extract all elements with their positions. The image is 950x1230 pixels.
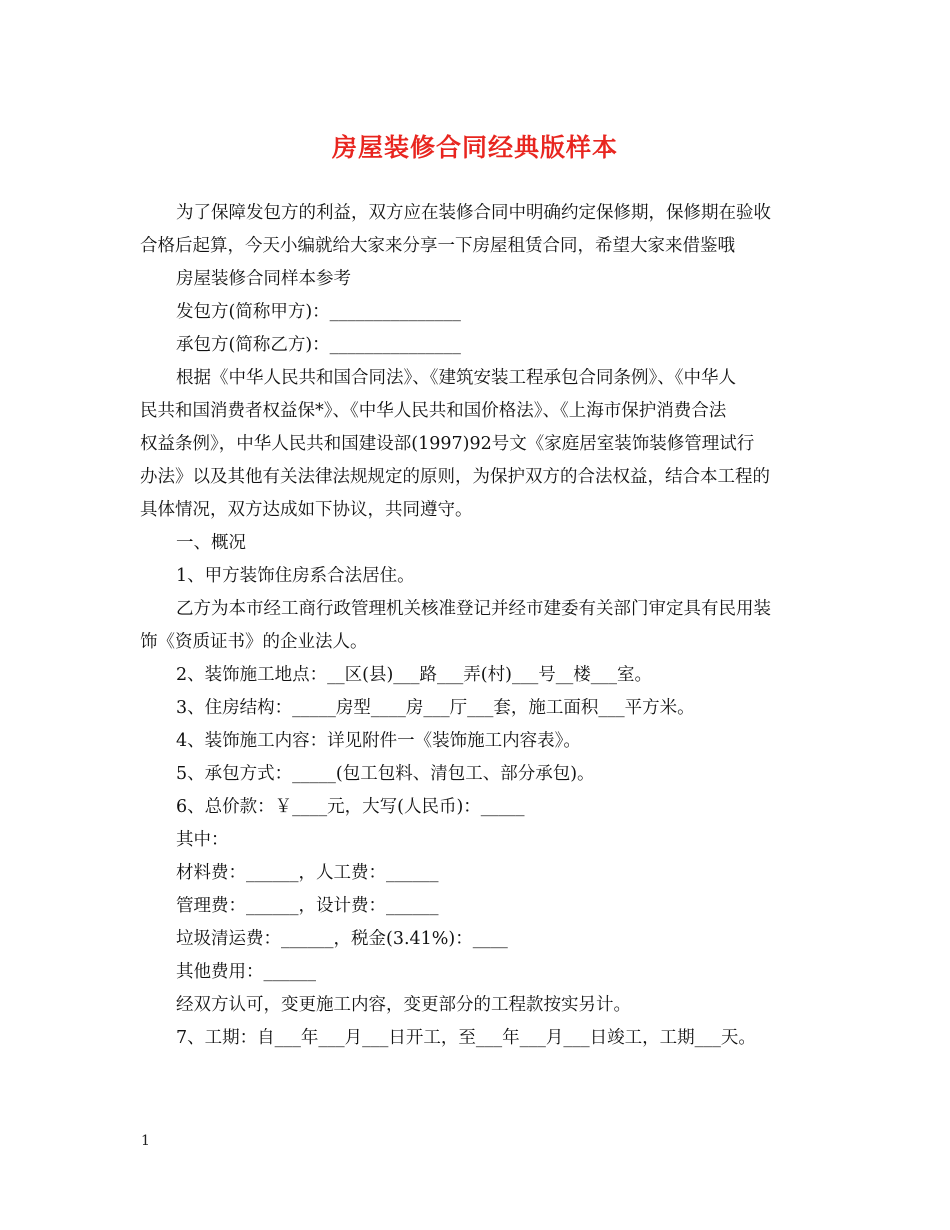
paragraph-line: 5、承包方式：_____(包工包料、清包工、部分承包)。: [176, 764, 595, 784]
paragraph-line: 办法》以及其他有关法律法规规定的原则，为保护双方的合法权益，结合本工程的: [140, 467, 770, 487]
paragraph-line: 根据《中华人民共和国合同法》、《建筑安装工程承包合同条例》、《中华人: [176, 368, 736, 388]
paragraph-line: 权益条例》，中华人民共和国建设部(1997)92号文《家庭居室装饰装修管理试行: [140, 434, 755, 454]
paragraph-line: 承包方(简称乙方)：_______________: [176, 335, 461, 355]
paragraph-line: 材料费：______，人工费：______: [176, 863, 439, 883]
paragraph-line: 经双方认可，变更施工内容，变更部分的工程款按实另计。: [176, 995, 631, 1015]
paragraph-line: 民共和国消费者权益保*》、《中华人民共和国价格法》、《上海市保护消费合法: [140, 401, 727, 421]
paragraph-line: 饰《资质证书》的企业法人。: [140, 632, 368, 652]
paragraph-line: 垃圾清运费：______，税金(3.41%)：____: [176, 929, 508, 949]
paragraph-line: 其中：: [176, 830, 229, 850]
paragraph-line: 合格后起算，今天小编就给大家来分享一下房屋租赁合同，希望大家来借鉴哦: [140, 236, 735, 256]
paragraph-line: 具体情况，双方达成如下协议，共同遵守。: [140, 500, 473, 520]
document-title: 房屋装修合同经典版样本: [331, 133, 618, 162]
paragraph-line: 房屋装修合同样本参考: [176, 269, 351, 289]
paragraph-line: 2、装饰施工地点：__区(县)___路___弄(村)___号__楼___室。: [176, 665, 652, 685]
paragraph-line: 管理费：______，设计费：______: [176, 896, 439, 916]
paragraph-line: 1、甲方装饰住房系合法居住。: [176, 566, 415, 586]
section-heading: 一、概况: [176, 533, 246, 553]
paragraph-line: 发包方(简称甲方)：_______________: [176, 302, 461, 322]
paragraph-line: 其他费用：______: [176, 962, 316, 982]
paragraph-line: 乙方为本市经工商行政管理机关核准登记并经市建委有关部门审定具有民用装: [176, 599, 771, 619]
paragraph-line: 4、装饰施工内容：详见附件一《装饰施工内容表》。: [176, 731, 581, 751]
paragraph-line: 6、总价款：￥____元，大写(人民币)：_____: [176, 797, 525, 817]
document-body: [140, 197, 812, 1055]
paragraph-line: 7、工期：自___年___月___日开工，至___年___月___日竣工，工期___天。: [176, 1028, 756, 1048]
page-number: 1: [141, 1133, 150, 1149]
paragraph-line: 3、住房结构：_____房型____房___厅___套，施工面积___平方米。: [176, 698, 695, 718]
paragraph-line: 为了保障发包方的利益，双方应在装修合同中明确约定保修期，保修期在验收: [176, 203, 771, 223]
